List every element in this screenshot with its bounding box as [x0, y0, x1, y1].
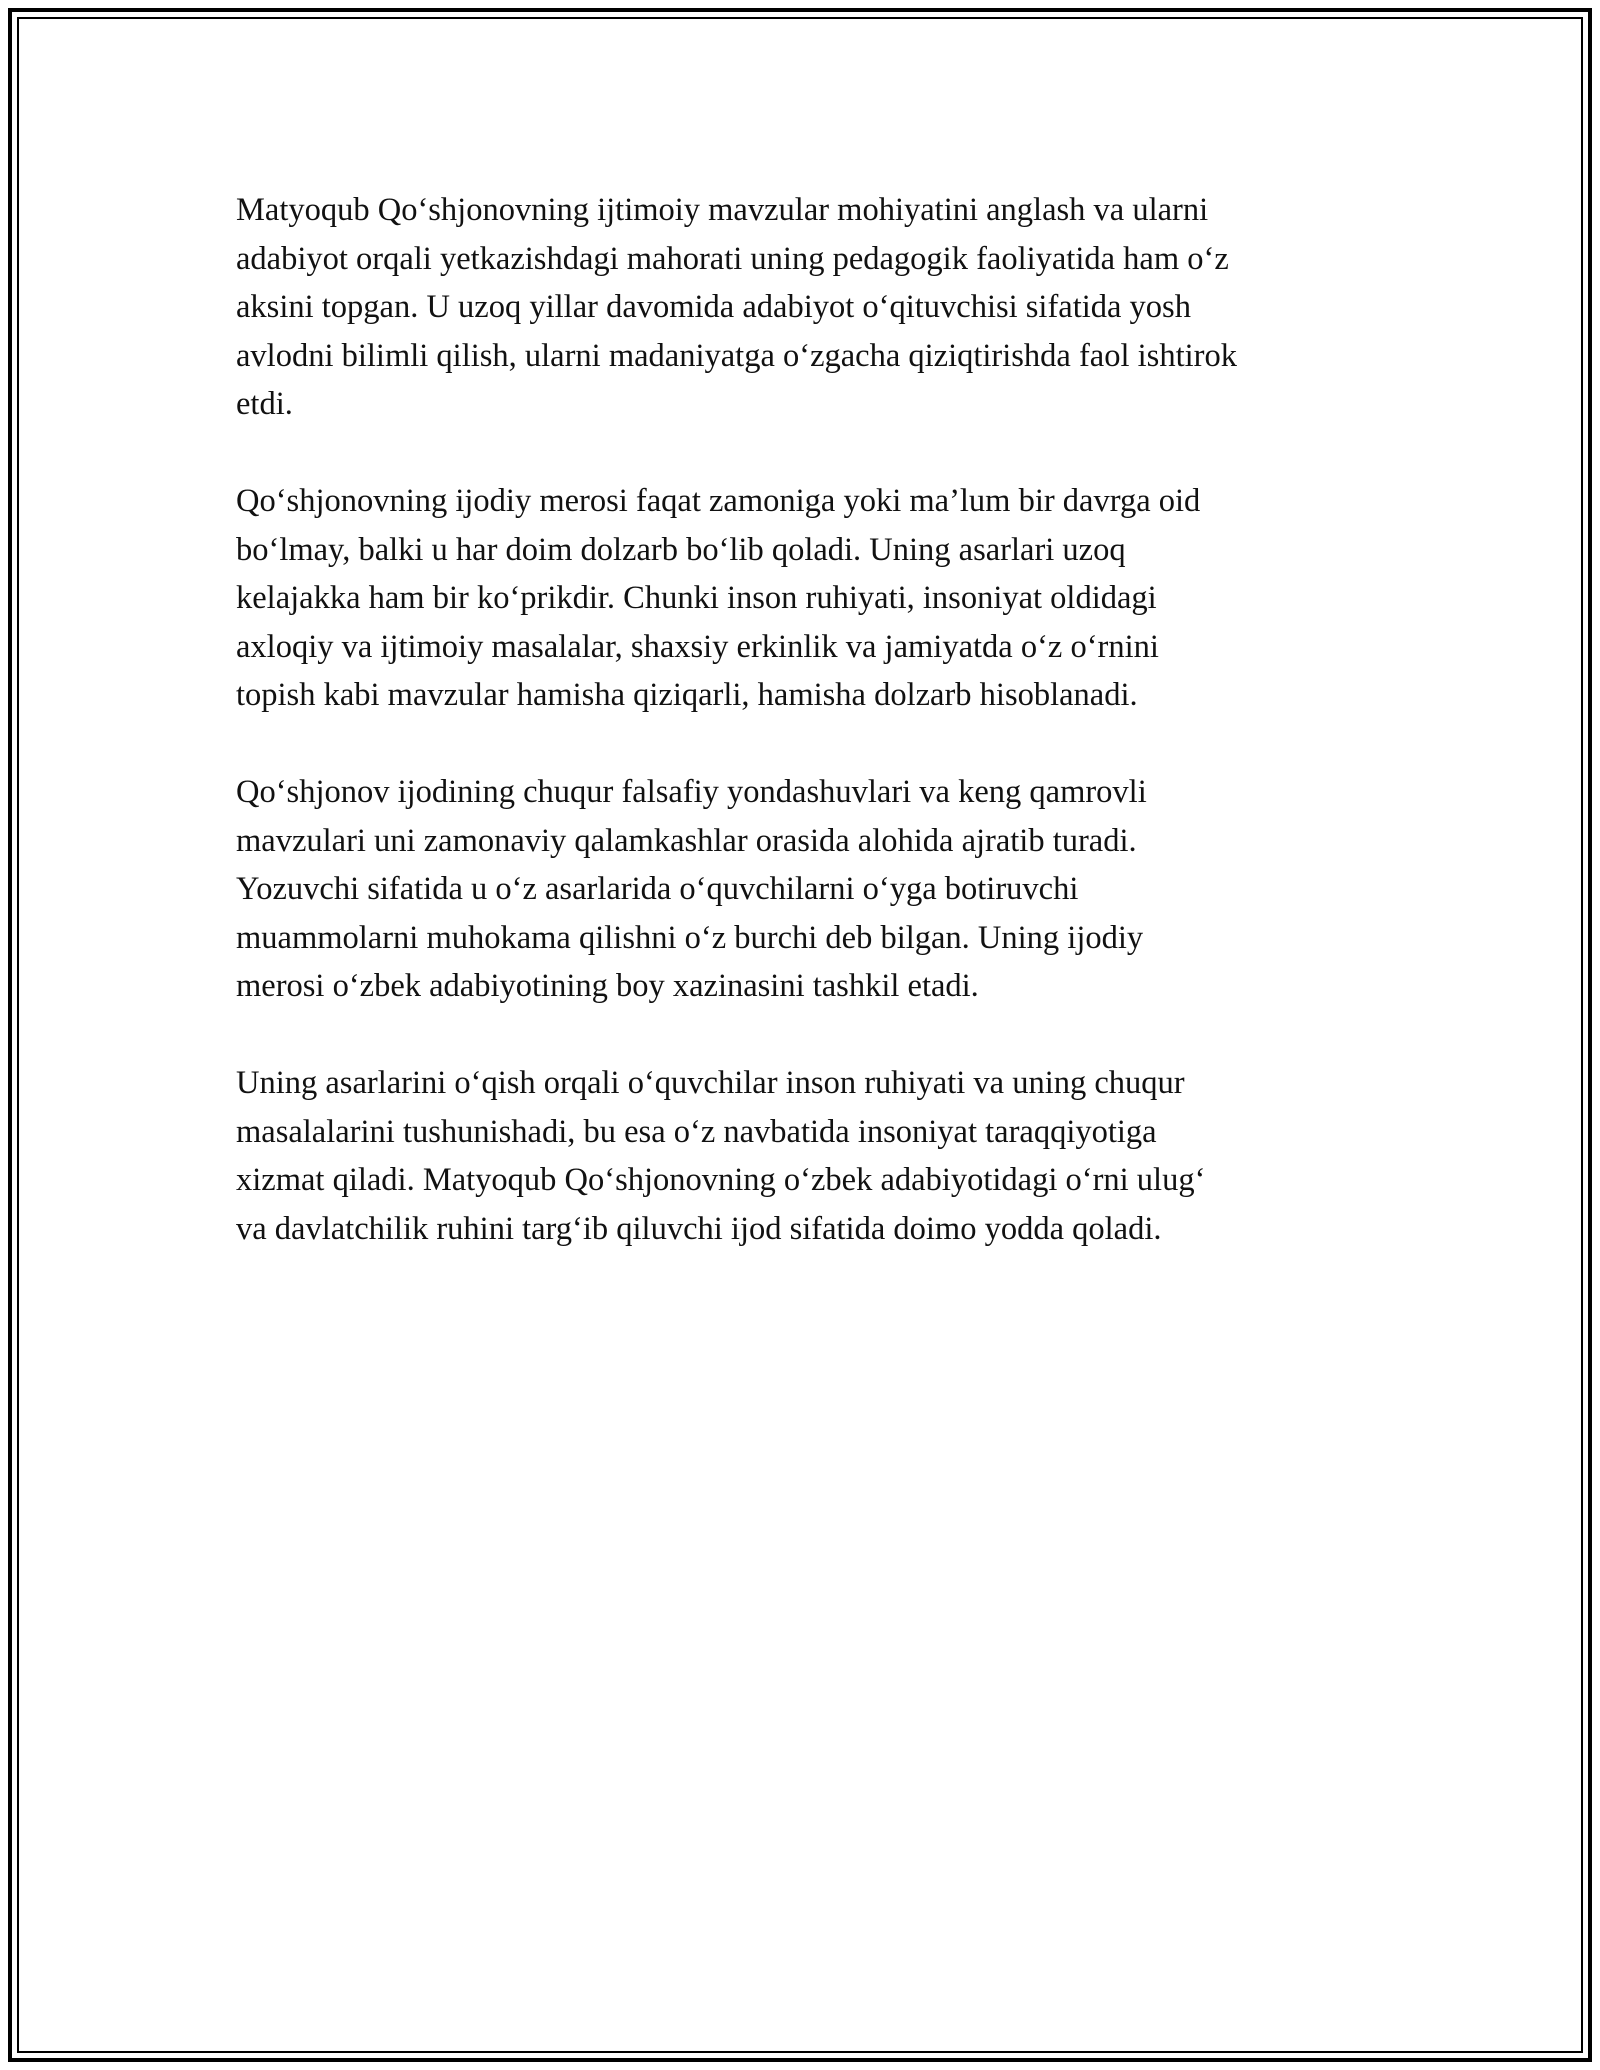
paragraph-3 — [236, 768, 1376, 1011]
text-line: kelajakka ham bir ko‘prikdir. Chunki inson ruhiyati, insoniyat oldidagi — [236, 580, 1157, 616]
text-line: mavzulari uni zamonaviy qalamkashlar orasida alohida ajratib turadi. — [236, 822, 1137, 859]
text-line: adabiyot orqali yetkazishdagi mahorati uning pedagogik faoliyatida ham o‘z — [236, 240, 1229, 277]
text-line: va davlatchilik ruhini targ‘ib qiluvchi ijod sifatida doimo yodda qoladi. — [236, 1210, 1162, 1247]
text-line: Matyoqub Qo‘shjonovning ijtimoiy mavzular mohiyatini anglash va ularni — [236, 192, 1209, 228]
text-line: avlodni bilimli qilish, ularni madaniyatga o‘zgacha qiziqtirishda faol ishtirok — [236, 337, 1237, 374]
text-line: Uning asarlarini o‘qish orqali o‘quvchilar inson ruhiyati va uning chuqur — [236, 1065, 1185, 1101]
text-line: Qo‘shjonov ijodining chuqur falsafiy yondashuvlari va keng qamrovli — [236, 774, 1147, 810]
text-line: Yozuvchi sifatida u o‘z asarlarida o‘quvchilarni o‘yga botiruvchi — [236, 871, 1079, 907]
text-line: xizmat qiladi. Matyoqub Qo‘shjonovning o‘zbek adabiyotidagi o‘rni ulug‘ — [236, 1162, 1206, 1198]
text-line: masalalarini tushunishadi, bu esa o‘z navbatida insoniyat taraqqiyotiga — [236, 1113, 1157, 1150]
text-line: merosi o‘zbek adabiyotining boy xazinasini tashkil etadi. — [236, 968, 979, 1004]
text-line: aksini topgan. U uzoq yillar davomida adabiyot o‘qituvchisi sifatida yosh — [236, 289, 1191, 325]
paragraph-2 — [236, 477, 1376, 720]
document-body — [236, 186, 1376, 1302]
paragraph-1 — [236, 186, 1376, 429]
text-line: bo‘lmay, balki u har doim dolzarb bo‘lib qoladi. Uning asarlari uzoq — [236, 531, 1126, 568]
text-line: etdi. — [236, 386, 293, 422]
paragraph-4 — [236, 1059, 1376, 1253]
text-line: muammolarni muhokama qilishni o‘z burchi deb bilgan. Uning ijodiy — [236, 919, 1144, 956]
text-line: axloqiy va ijtimoiy masalalar, shaxsiy erkinlik va jamiyatda o‘z o‘rnini — [236, 628, 1159, 665]
text-line: topish kabi mavzular hamisha qiziqarli, hamisha dolzarb hisoblanadi. — [236, 677, 1138, 713]
text-line: Qo‘shjonovning ijodiy merosi faqat zamoniga yoki ma’lum bir davrga oid — [236, 483, 1201, 519]
